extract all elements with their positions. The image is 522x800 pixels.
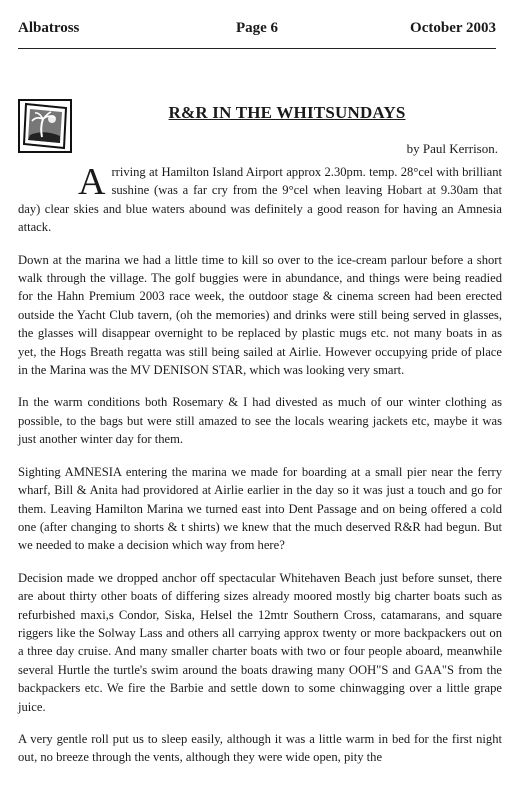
page-header [18,20,496,42]
drop-cap: A [78,161,106,203]
palm-tree-island-icon [18,99,72,153]
paragraph: Decision made we dropped anchor off spectacular Whitehaven Beach just before sunset, there are about thirty other boats of differing sizes already moored mostly big charter boats such as refurbished maxi,s Condor, Siska, Helsel the 12mtr Southern Cross, catamarans, and square riggers like the Solway Lass and others all carrying approx twenty or more backpackers out on a three day cruise. And many smaller charter boats with two or four people aboard, meanwhile several Hurtle the turtle's swim around the boats drawing many OOH"S and GAA"S from the backpackers etc. We fire the Barbie and settle down to some chinwagging over a little grape juice. [18,570,502,714]
issue-date: October 2003 [410,20,496,36]
paragraph: Sighting AMNESIA entering the marina we made for boarding at a small pier near the ferry wharf, Bill & Anita had providored at Airlie earlier in the day so it was just a touch and go for them. Leaving Hamilton Marina we turned east into Dent Passage and on being offered a cold one (after changing to shorts & t shirts) we knew that the much deserved R&R had begun. But we needed to make a decision which way from here? [18,464,502,553]
paragraph-text: rriving at Hamilton Island Airport approx 2.30pm. temp. 28°cel with brilliant sushine (was a far cry from the 9°cel when leaving Hobart at 9.30am that day) clear skies and blue waters abound was definitely a good reason for having an Amnesia attack. [18,165,502,235]
newsletter-name: Albatross [18,20,80,36]
byline: by Paul Kerrison. [406,141,498,156]
paragraph [18,163,502,237]
header-rule [18,48,496,49]
paragraph: A very gentle roll put us to sleep easily, although it was a little warm in bed for the first night out, no breeze through the vents, although they were wide open, pity the [18,731,502,765]
paragraph: In the warm conditions both Rosemary & I had divested as much of our winter clothing as possible, to the bags but were still amazed to see the locals wearing jackets etc, maybe it was just another winter day for them. [18,395,502,447]
article-body [18,163,502,781]
article-title: R&R IN THE WHITSUNDAYS [168,103,406,122]
paragraph: Down at the marina we had a little time to kill so over to the ice-cream parlour before a short walk through the village. The golf buggies were in abundance, and things were being readied for the Hahn Premium 2003 race week, the outdoor stage & cinema screen had been erected outside the Yacht Club tavern, (oh the memories) and drinks were still being served in glasses, the glasses will disappear overnight to be replaced by plastic mugs etc. not many boats in as yet, the Hogs Breath regatta was still being sailed at Airlie. However occupying pride of place in the Marina was the MV DENISON STAR, which was looking very smart. [18,252,502,378]
page-number: Page 6 [235,20,279,36]
